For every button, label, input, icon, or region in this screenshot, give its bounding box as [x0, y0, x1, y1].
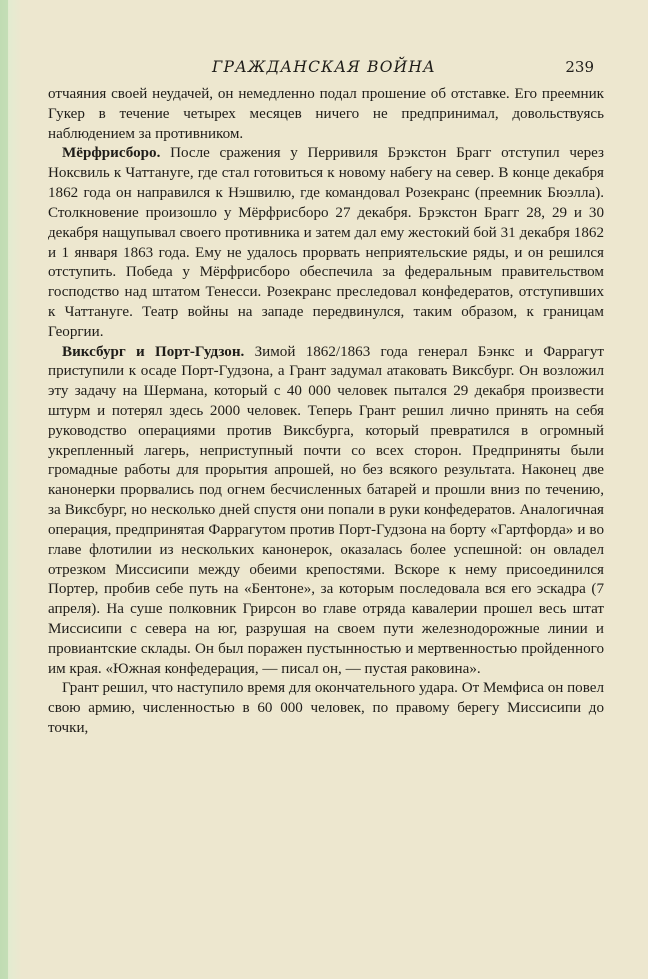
page-number: 239 — [565, 58, 594, 76]
section-heading: Виксбург и Порт-Гудзон. — [62, 343, 245, 360]
paragraph-grant — [48, 679, 604, 738]
page-body — [48, 85, 604, 739]
paragraph-text: После сражения у Перривиля Брэкстон Брагг отступил через Ноксвиль к Чаттануге, где стал готовиться к новому набегу на север. В конце декабря 1862 года он направился к Нэшвилю, где командовал Розекранс (преемник Бюэлла). Столкновение произошло у Мёрфрисборо 27 декабря. Брэкстон Брагг 28, 29 и 30 декабря нащупывал своего противника и затем дал ему жестокий бой 31 декабря 1862 и 1 января 1863 года. Ему не удалось прорвать неприятельские ряды, и он решился отступить. Победа у Мёрфрисборо обеспечила за федеральным правительством господство над штатом Тенесси. Розекранс преследовал конфедератов, отступивших к Чаттануге. Театр войны на западе передвинулся, таким образом, к границам Георгии. — [48, 145, 604, 340]
paragraph-continuation — [48, 85, 604, 144]
section-heading: Мёрфрисборо. — [62, 145, 161, 162]
paragraph-text: Грант решил, что наступило время для окончательного удара. От Мемфиса он повел свою армию, численностью в 60 000 человек, по правому берегу Миссисипи до точки, — [48, 680, 604, 736]
paragraph-vicksburg — [48, 343, 604, 680]
page-gutter — [0, 0, 8, 979]
paragraph-text: отчаяния своей неудачей, он немедленно подал прошение об отставке. Его преемник Гукер в течение четырех месяцев ничего не предпринимал, довольствуясь наблюдением за противником. — [48, 86, 604, 142]
running-title: ГРАЖДАНСКАЯ ВОЙНА — [211, 58, 436, 76]
paragraph-murfreesboro — [48, 144, 604, 342]
paragraph-text: Зимой 1862/1863 года генерал Бэнкс и Фаррагут приступили к осаде Порт-Гудзона, а Грант задумал атаковать Виксбург. Он возложил эту задачу на Шермана, который с 40 000 человек пытался 29 декабря произвести штурм и потерял здесь 2000 человек. Теперь Грант решил лично принять на себя руководство операциями против Виксбурга, который превратился в огромный укрепленный лагерь, неприступный почти со всех сторон. Предприняты были громадные работы для прорытия апрошей, но без всякого результата. Наконец две канонерки прорвались под огнем бесчисленных батарей и прошли вниз по течению, за Виксбург, но несколько дней спустя они попали в руки конфедератов. Аналогичная операция, предпринятая Фаррагутом против Порт-Гудзона на борту «Гартфорда» и во главе флотилии из нескольких канонерок, оказалась более успешной: он овладел отрезком Миссисипи между обеими крепостями. Вскоре к нему присоединился Портер, пробив себе путь на «Бентоне», за которым последовала вся его эскадра (7 апреля). На суше полковник Грирсон во главе отряда кавалерии прошел весь штат Миссисипи с севера на юг, разрушая на своем пути железнодорожные линии и провиантские склады. Он был поражен пустынностью и мертвенностью пройденного им края. «Южная конфедерация, — писал он, — пустая раковина». — [48, 343, 604, 677]
page-header — [48, 58, 600, 82]
